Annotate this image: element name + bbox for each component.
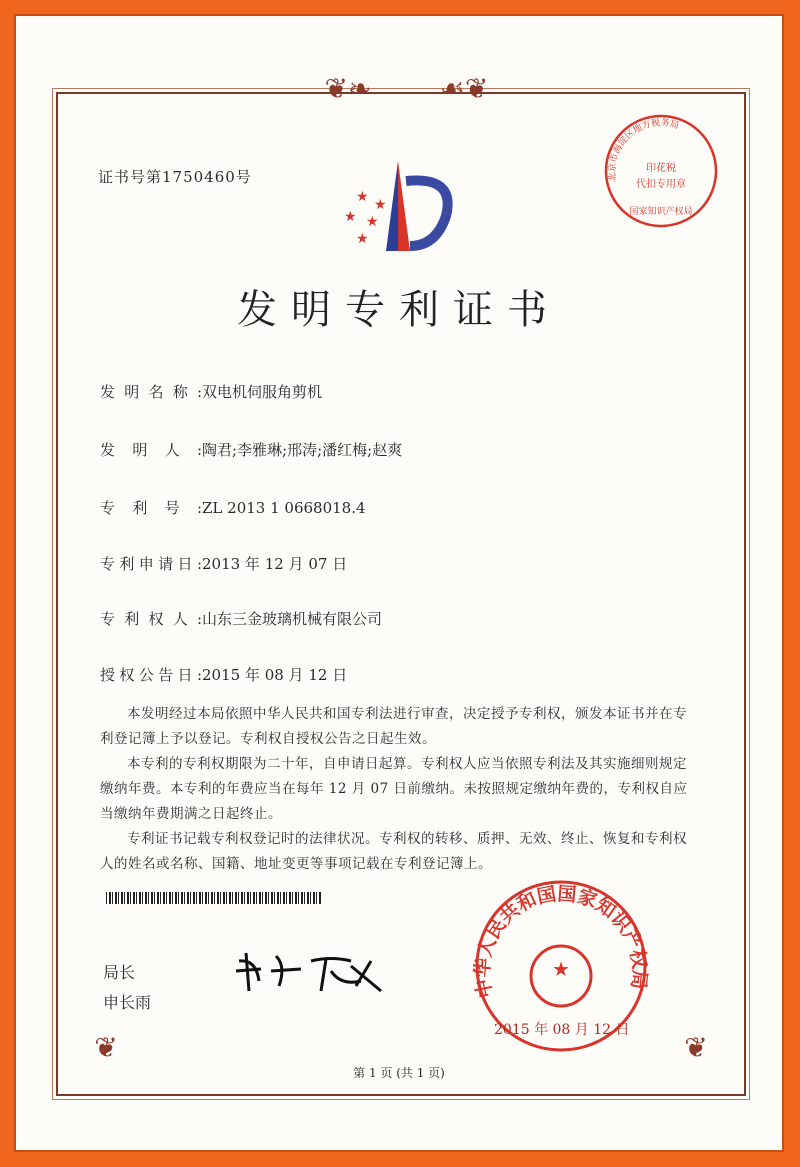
barcode [106, 892, 321, 904]
ornament-left-icon: ❦❧ [324, 72, 372, 105]
signatory-title: 局长 [103, 963, 136, 982]
page-footer: 第 1 页 (共 1 页) [353, 1066, 445, 1080]
field-grant-date: 授权公告日:2015 年 08 月 12 日 [100, 666, 348, 684]
svg-text:★: ★ [356, 231, 369, 247]
corner-ornament-icon: ❦ [94, 1031, 118, 1064]
field-patent-number: 专利号:ZL 2013 1 0668018.4 [100, 499, 366, 517]
field-application-date: 专利申请日:2013 年 12 月 07 日 [100, 555, 348, 573]
svg-text:印花税: 印花税 [646, 163, 676, 174]
body-paragraph: 本专利的专利权期限为二十年，自申请日起算。专利权人应当依照专利法及其实施细则规定缴纳年费。本专利的年费应当在每年 12 月 07 日前缴纳。未按照规定缴纳年费的，专利权自应当缴纳年费期满之日起终止。 [100, 756, 688, 822]
issue-date: 2015 年 08 月 12 日 [494, 1022, 630, 1038]
patent-office-logo-icon [336, 151, 466, 261]
signatory-name: 申长雨 [103, 993, 152, 1012]
ornament-right-icon: ☙❦ [439, 72, 489, 105]
svg-text:北京市海淀区地方税务局: 北京市海淀区地方税务局 [607, 118, 681, 182]
body-paragraph: 本发明经过本局依照中华人民共和国专利法进行审查，决定授予专利权，颁发本证书并在专利登记簿上予以登记。专利权自授权公告之日起生效。 [100, 706, 687, 747]
field-patentee: 专利权人:山东三金玻璃机械有限公司 [100, 610, 383, 628]
signatory-block [103, 958, 151, 1018]
svg-text:★: ★ [366, 214, 379, 230]
svg-text:国家知识产权局: 国家知识产权局 [629, 207, 693, 217]
field-inventors: 发明人:陶君;李雅琳;邢涛;潘红梅;赵爽 [100, 441, 403, 459]
certificate-page [16, 16, 782, 1150]
field-invention-name: 发明名称:双电机伺服角剪机 [100, 383, 323, 401]
corner-ornament-icon: ❦ [684, 1031, 708, 1064]
svg-text:代扣专用章: 代扣专用章 [636, 179, 686, 190]
svg-text:★: ★ [552, 957, 570, 981]
tax-stamp [601, 111, 721, 231]
page-title: 发明专利证书 [237, 287, 561, 333]
certificate-number: 证书号第1750460号 [98, 168, 252, 186]
svg-text:★: ★ [356, 189, 369, 205]
svg-text:中华人民共和国国家知识产权局: 中华人民共和国国家知识产权局 [471, 882, 651, 1000]
body-paragraph: 专利证书记载专利权登记时的法律状况。专利权的转移、质押、无效、终止、恢复和专利权人的姓名或名称、国籍、地址变更等事项记载在专利登记簿上。 [100, 831, 687, 872]
handwritten-signature [231, 941, 411, 1001]
svg-text:★: ★ [344, 209, 357, 225]
certificate-body [100, 702, 700, 877]
svg-text:★: ★ [374, 197, 387, 213]
